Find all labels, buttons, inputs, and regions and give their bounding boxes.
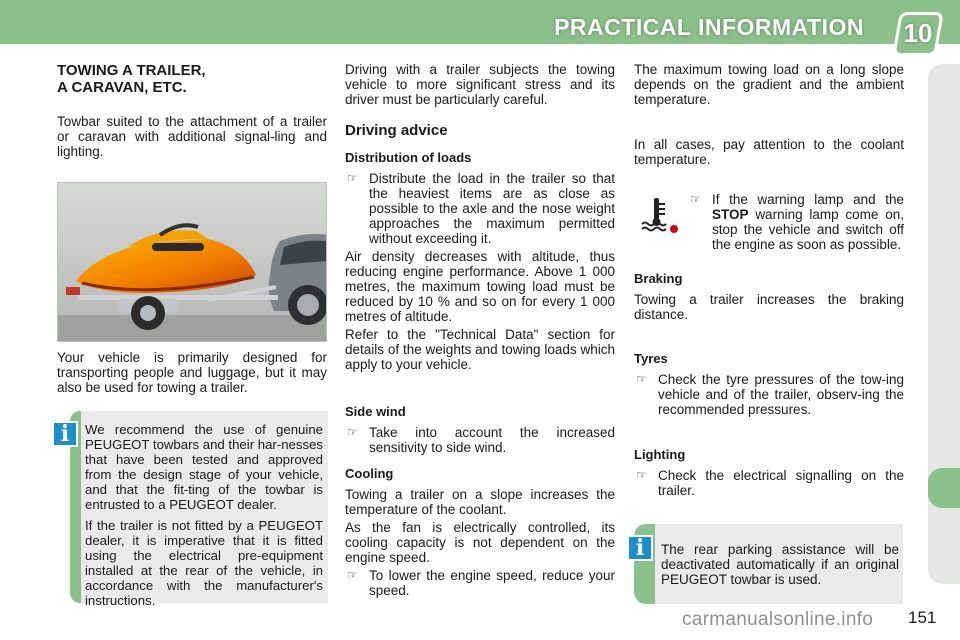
cooling-bullet: ☞ To lower the engine speed, reduce your speed. xyxy=(347,568,615,598)
usage-block xyxy=(57,350,327,395)
distribution-bullet: ☞ Distribute the load in the trailer so that the heaviest items are as close as possible to the axle and the nose weight approaches the maximum permitted without exceeding it. xyxy=(347,171,615,246)
lighting-bullet: ☞ Check the electrical signalling on the trailer. xyxy=(636,468,904,498)
side-wind-bullet: ☞ Take into account the increased sensitivity to side wind. xyxy=(347,425,615,455)
slope-text: The maximum towing load on a long slope depends on the gradient and the ambient temperature. xyxy=(634,62,904,107)
pointing-hand-icon: ☞ xyxy=(636,372,647,386)
refer-text: Refer to the "Technical Data" section for details of the weights and towing loads which apply to your vehicle. xyxy=(345,327,615,372)
coolant-text: In all cases, pay attention to the coolant temperature. xyxy=(634,137,904,167)
pointing-hand-icon: ☞ xyxy=(690,192,701,206)
side-wind-title: Side wind xyxy=(345,404,406,419)
info-icon: i xyxy=(627,535,653,561)
note-paragraph: The rear parking assistance will be deactivated automatically if an original PEUGEOT towbar is used. xyxy=(661,542,899,587)
cooling-text: As the fan is electrically controlled, its cooling capacity is not dependent on the engine speed. xyxy=(345,520,615,565)
note-paragraph: If the trailer is not fitted by a PEUGEOT dealer, it is imperative that it is fitted using the electrical pre-equipment installed at the rear of the vehicle, in accordance with the manufacturer's instructions. xyxy=(85,518,323,608)
pointing-hand-icon: ☞ xyxy=(347,171,358,185)
tyres-bullet: ☞ Check the tyre pressures of the tow-ing vehicle and of the trailer, observ-ing the recommended pressures. xyxy=(636,372,904,417)
middle-column xyxy=(345,62,615,372)
left-column xyxy=(57,62,327,159)
chapter-number: 10 xyxy=(903,18,933,48)
coolant-temperature-warning-icon xyxy=(640,196,680,236)
note-paragraph: We recommend the use of genuine PEUGEOT towbars and their har-nesses that have been tested and approved from the design stage of your vehicle, and that the fit-ting of the towbar is entrusted to a PEUGEOT dealer. xyxy=(85,422,323,512)
warning-bullet: ☞ If the warning lamp and the STOP warning lamp come on, stop the vehicle and switch off the engine as soon as possible. xyxy=(690,192,904,252)
pointing-hand-icon: ☞ xyxy=(347,568,358,582)
middle-lower xyxy=(345,404,615,598)
section-title: TOWING A TRAILER, A CARAVAN, ETC. xyxy=(57,62,206,96)
right-column xyxy=(634,62,904,167)
distribution-title: Distribution of loads xyxy=(345,150,472,165)
stop-label: STOP xyxy=(712,207,749,222)
right-lower xyxy=(634,271,904,498)
driving-advice-title: Driving advice xyxy=(345,122,448,139)
page-number: 151 xyxy=(908,608,937,627)
lighting-title: Lighting xyxy=(634,447,686,462)
braking-title: Braking xyxy=(634,271,683,286)
usage-text: Your vehicle is primarily designed for transporting people and luggage, but it may also be used for towing a trailer. xyxy=(57,350,327,395)
parking-assist-note xyxy=(652,524,903,604)
braking-text: Towing a trailer increases the braking distance. xyxy=(634,292,904,322)
warning-block xyxy=(688,192,904,252)
tyres-title: Tyres xyxy=(634,351,668,366)
trailer-illustration xyxy=(58,183,327,342)
watermark: carmanualsonline.info xyxy=(682,609,874,630)
towbar-intro: Towbar suited to the attachment of a trailer or caravan with additional signal-ling and lighting. xyxy=(57,114,327,159)
altitude-text: Air density decreases with altitude, thus reducing engine performance. Above 1 000 metres, the maximum towing load must be reduced by 10 % and so on for every 1 000 metres of altitude. xyxy=(345,249,615,324)
pointing-hand-icon: ☞ xyxy=(347,425,358,439)
genuine-towbar-note xyxy=(78,411,328,608)
chapter-rail-marker xyxy=(928,468,960,508)
cooling-title: Cooling xyxy=(345,466,394,481)
driving-intro: Driving with a trailer subjects the towing vehicle to more significant stress and its driver must be particularly careful. xyxy=(345,62,615,107)
info-icon: i xyxy=(52,421,78,447)
page-title: PRACTICAL INFORMATION xyxy=(554,14,864,40)
jet-ski-trailer-photo xyxy=(57,182,327,342)
cooling-text: Towing a trailer on a slope increases the temperature of the coolant. xyxy=(345,487,615,517)
pointing-hand-icon: ☞ xyxy=(636,468,647,482)
